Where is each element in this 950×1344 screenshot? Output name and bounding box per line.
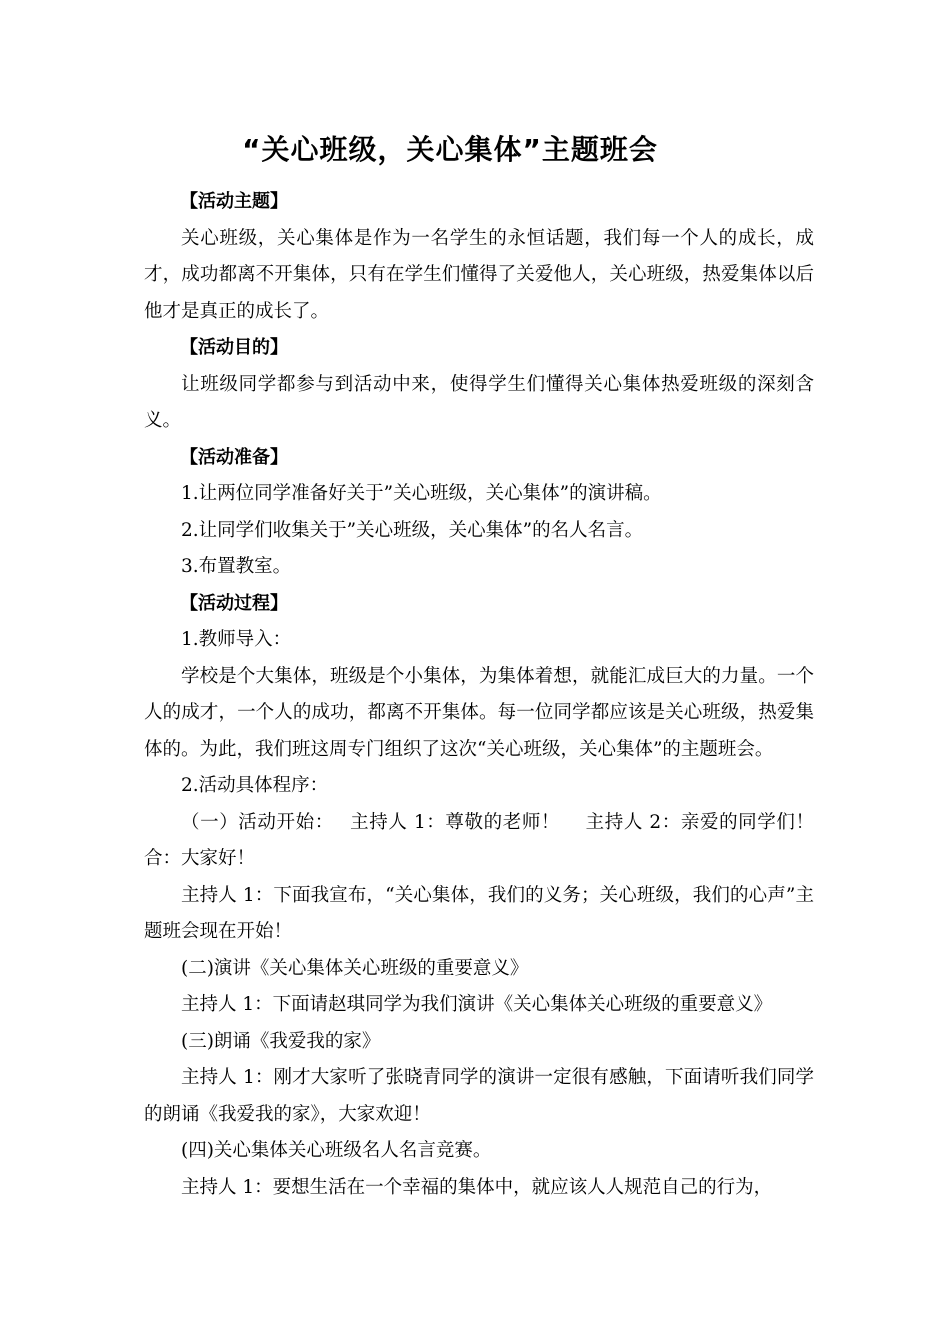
process-speech-host: 主持人 1：下面请赵琪同学为我们演讲《关心集体关心班级的重要意义》 <box>181 994 773 1015</box>
process-opening: （一）活动开始： 主持人 1：尊敬的老师！ 主持人 2：亲爱的同学们！合：大家好！ <box>144 811 814 869</box>
process-step-2-title: 2.活动具体程序： <box>181 775 329 796</box>
process-intro-paragraph: 学校是个大集体，班级是个小集体，为集体着想，就能汇成巨大的力量。一个人的成才，一个人的成功，都离不开集体。每一位同学都应该是关心班级，热爱集体的。为此，我们班这周专门组织了这次“关心班级，关心集体”的主题班会。 <box>144 665 814 760</box>
process-recital-host: 主持人 1：刚才大家听了张晓青同学的演讲一定很有感触，下面请听我们同学的朗诵《我爱我的家》，大家欢迎！ <box>144 1067 814 1125</box>
process-quotes-contest-title: (四)关心集体关心班级名人名言竞赛。 <box>181 1140 492 1161</box>
document-body <box>144 184 814 1206</box>
section-heading-preparation: 【活动准备】 <box>180 446 288 468</box>
section-heading-theme: 【活动主题】 <box>180 191 288 212</box>
process-quotes-contest-host: 主持人 1：要想生活在一个幸福的集体中，就应该人人规范自己的行为， <box>181 1176 773 1198</box>
section-heading-purpose: 【活动目的】 <box>180 337 288 358</box>
preparation-item-2: 2.让同学们收集关于”关心班级，关心集体”的名人名言。 <box>181 519 644 541</box>
process-host-announcement: 主持人 1：下面我宣布，“关心集体，我们的义务；关心班级，我们的心声”主题班会现在开始！ <box>144 884 814 942</box>
document-title: “关心班级，关心集体”主题班会 <box>242 133 658 166</box>
preparation-item-3: 3.布置教室。 <box>181 556 292 577</box>
process-speech-title: (二)演讲《关心集体关心班级的重要意义》 <box>181 957 529 979</box>
section-heading-process: 【活动过程】 <box>180 592 288 614</box>
process-step-1-title: 1.教师导入： <box>181 629 292 650</box>
paragraph-theme: 关心班级，关心集体是作为一名学生的永恒话题，我们每一个人的成长，成才，成功都离不开集体，只有在学生们懂得了关爱他人，关心班级，热爱集体以后他才是真正的成长了。 <box>144 227 814 322</box>
paragraph-purpose: 让班级同学都参与到活动中来，使得学生们懂得关心集体热爱班级的深刻含义。 <box>144 373 814 431</box>
preparation-item-1: 1.让两位同学准备好关于”关心班级，关心集体”的演讲稿。 <box>181 483 662 504</box>
process-recital-title: (三)朗诵《我爱我的家》 <box>181 1030 381 1052</box>
